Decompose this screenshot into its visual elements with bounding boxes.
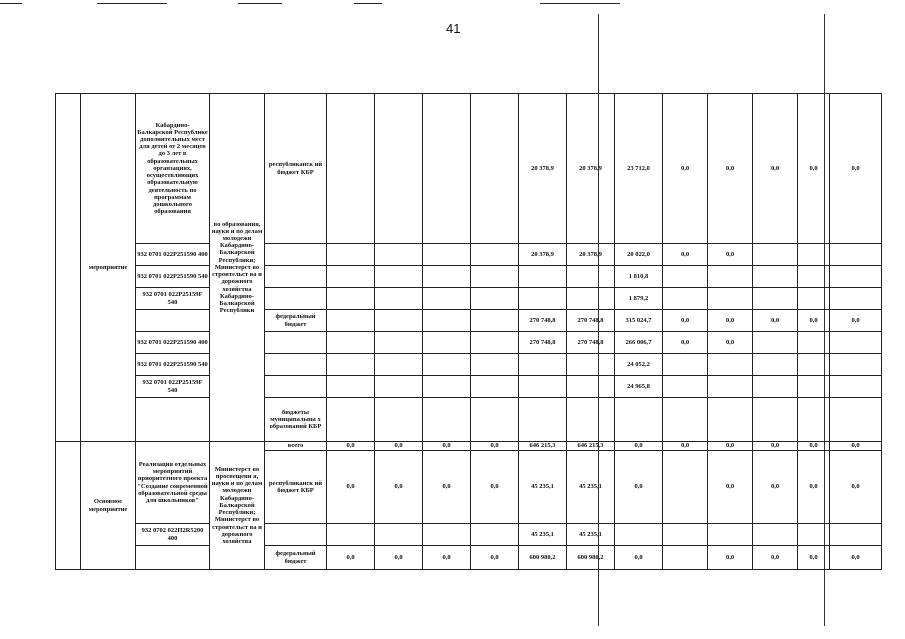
value-cell: 0,0 [375, 451, 423, 524]
value-cell [375, 244, 423, 266]
value-cell: 0,0 [663, 244, 708, 266]
value-cell: 0,0 [830, 546, 882, 570]
value-cell [375, 266, 423, 288]
value-cell: 20 378,9 [519, 244, 567, 266]
table-row [56, 266, 882, 288]
value-cell [567, 266, 615, 288]
value-cell [423, 398, 471, 442]
value-cell [471, 244, 519, 266]
value-cell [798, 524, 830, 546]
value-cell [798, 332, 830, 354]
value-cell: 0,0 [471, 451, 519, 524]
source-cell: республиканск ий бюджет КБР [265, 451, 327, 524]
value-cell [798, 244, 830, 266]
value-cell: 0,0 [798, 451, 830, 524]
value-cell [327, 332, 375, 354]
value-cell [615, 524, 663, 546]
table-row [56, 398, 882, 442]
value-cell [423, 94, 471, 244]
value-cell [753, 398, 798, 442]
blank-cell [56, 94, 81, 442]
value-cell: 0,0 [471, 442, 519, 451]
table-row [56, 546, 882, 570]
budget-code-cell: 932 0701 022P251590 400 [136, 332, 210, 354]
value-cell: 0,0 [798, 94, 830, 244]
executor-cell: Министерст во просвещени я, науки и по делам молодежи Кабардино- Балкарской Республики; Министерст во строительст ва и дорожного хозяйства [210, 442, 265, 570]
value-cell: 0,0 [830, 451, 882, 524]
value-cell: 0,0 [663, 332, 708, 354]
value-cell [375, 288, 423, 310]
value-cell [375, 354, 423, 376]
value-cell [830, 332, 882, 354]
value-cell: 0,0 [708, 310, 753, 332]
value-cell [615, 398, 663, 442]
value-cell: 600 980,2 [567, 546, 615, 570]
source-cell [265, 244, 327, 266]
value-cell [830, 376, 882, 398]
source-cell: республиканск ий бюджет КБР [265, 94, 327, 244]
value-cell [327, 94, 375, 244]
value-cell [375, 332, 423, 354]
table-row [56, 288, 882, 310]
budget-code-cell: 932 0701 022P251590 540 [136, 266, 210, 288]
source-cell [265, 376, 327, 398]
source-cell [265, 266, 327, 288]
value-cell [327, 524, 375, 546]
value-cell [375, 94, 423, 244]
value-cell: 0,0 [615, 442, 663, 451]
value-cell [708, 398, 753, 442]
scan-mark-line [0, 3, 22, 4]
value-cell [708, 354, 753, 376]
value-cell [471, 354, 519, 376]
value-cell [519, 266, 567, 288]
value-cell [753, 524, 798, 546]
value-cell: 20 022,0 [615, 244, 663, 266]
value-cell: 45 235,1 [567, 524, 615, 546]
value-cell: 0,0 [753, 94, 798, 244]
page-number: 41 [446, 21, 461, 36]
value-cell: 0,0 [798, 546, 830, 570]
value-cell [327, 310, 375, 332]
value-cell: 45 235,1 [519, 451, 567, 524]
value-cell [830, 266, 882, 288]
value-cell [327, 376, 375, 398]
value-cell: 266 006,7 [615, 332, 663, 354]
value-cell [663, 266, 708, 288]
value-cell: 0,0 [798, 442, 830, 451]
value-cell [423, 332, 471, 354]
value-cell: 0,0 [708, 546, 753, 570]
value-cell: 23 712,0 [615, 94, 663, 244]
value-cell: 270 748,8 [567, 332, 615, 354]
value-cell: 0,0 [708, 244, 753, 266]
value-cell [423, 354, 471, 376]
value-cell [423, 288, 471, 310]
value-cell: 20 378,9 [519, 94, 567, 244]
value-cell [708, 266, 753, 288]
value-cell: 24 965,8 [615, 376, 663, 398]
value-cell [423, 524, 471, 546]
table-row [56, 376, 882, 398]
table-row [56, 524, 882, 546]
value-cell [471, 332, 519, 354]
value-cell [375, 310, 423, 332]
value-cell: 0,0 [471, 546, 519, 570]
value-cell: 0,0 [708, 332, 753, 354]
value-cell: 0,0 [423, 546, 471, 570]
value-cell [327, 266, 375, 288]
value-cell [753, 244, 798, 266]
table-row [56, 244, 882, 266]
event-name-cell: Реализация отдельных мероприятий приоритетного проекта "Создание современной образовательной среды для школьников" [136, 442, 210, 524]
value-cell: 646 215,3 [519, 442, 567, 451]
value-cell: 0,0 [753, 442, 798, 451]
value-cell: 0,0 [830, 94, 882, 244]
value-cell: 0,0 [615, 451, 663, 524]
value-cell: 0,0 [663, 442, 708, 451]
scan-mark-line [238, 3, 282, 4]
value-cell: 270 748,8 [567, 310, 615, 332]
scan-mark-line [540, 3, 620, 4]
value-cell: 0,0 [830, 442, 882, 451]
value-cell [423, 376, 471, 398]
value-cell: 0,0 [753, 546, 798, 570]
value-cell [423, 310, 471, 332]
value-cell: 20 378,9 [567, 94, 615, 244]
value-cell: 0,0 [423, 442, 471, 451]
value-cell [663, 354, 708, 376]
value-cell: 0,0 [375, 442, 423, 451]
value-cell [519, 398, 567, 442]
value-cell [798, 376, 830, 398]
source-cell [265, 288, 327, 310]
budget-code-cell: 932 0702 022П2R5200 400 [136, 524, 210, 546]
value-cell [423, 244, 471, 266]
table-row [56, 354, 882, 376]
value-cell [567, 354, 615, 376]
value-cell [471, 266, 519, 288]
executor-cell: во образования, науки и по делам молодежи Кабардино- Балкарской Республики; Министерст во строительст ва и дорожного хозяйства Кабардино- Балкарской Республики [210, 94, 265, 442]
value-cell: 0,0 [423, 451, 471, 524]
value-cell: 0,0 [327, 451, 375, 524]
value-cell [327, 244, 375, 266]
value-cell [830, 288, 882, 310]
budget-code-cell [136, 398, 210, 442]
value-cell [708, 288, 753, 310]
value-cell: 45 235,1 [519, 524, 567, 546]
value-cell [375, 376, 423, 398]
value-cell [708, 376, 753, 398]
value-cell: 270 748,8 [519, 310, 567, 332]
source-cell: федеральный бюджет [265, 546, 327, 570]
value-cell [663, 524, 708, 546]
value-cell: 0,0 [753, 310, 798, 332]
event-type-cell: мероприятие [81, 94, 136, 442]
value-cell: 0,0 [798, 310, 830, 332]
value-cell: 20 378,9 [567, 244, 615, 266]
value-cell [327, 354, 375, 376]
value-cell [830, 354, 882, 376]
value-cell [663, 288, 708, 310]
value-cell [753, 288, 798, 310]
value-cell [471, 398, 519, 442]
value-cell [471, 310, 519, 332]
value-cell [798, 354, 830, 376]
value-cell [471, 524, 519, 546]
value-cell [798, 398, 830, 442]
budget-code-cell: 932 0701 022P25159F 540 [136, 288, 210, 310]
source-cell [265, 332, 327, 354]
blank-cell [56, 442, 81, 570]
source-cell [265, 354, 327, 376]
source-cell: бюджеты муниципальны х образований КБР [265, 398, 327, 442]
value-cell: 0,0 [753, 451, 798, 524]
source-cell: всего [265, 442, 327, 451]
value-cell [375, 398, 423, 442]
source-cell: федеральный бюджет [265, 310, 327, 332]
source-cell [265, 524, 327, 546]
value-cell: 1 810,8 [615, 266, 663, 288]
value-cell [830, 244, 882, 266]
value-cell [753, 332, 798, 354]
value-cell [327, 398, 375, 442]
scan-mark-line [97, 3, 167, 4]
value-cell: 0,0 [708, 94, 753, 244]
value-cell [327, 288, 375, 310]
value-cell: 270 748,8 [519, 332, 567, 354]
value-cell [753, 266, 798, 288]
value-cell: 0,0 [615, 546, 663, 570]
value-cell [471, 288, 519, 310]
value-cell: 646 215,3 [567, 442, 615, 451]
value-cell: 0,0 [708, 442, 753, 451]
value-cell: 0,0 [708, 451, 753, 524]
value-cell [708, 524, 753, 546]
value-cell [753, 376, 798, 398]
table-row [56, 94, 882, 244]
value-cell [519, 376, 567, 398]
budget-code-cell: 932 0701 022P251590 400 [136, 244, 210, 266]
value-cell [471, 94, 519, 244]
budget-code-cell [136, 310, 210, 332]
table-row [56, 442, 882, 451]
value-cell [519, 288, 567, 310]
value-cell [830, 524, 882, 546]
value-cell [423, 266, 471, 288]
value-cell: 315 024,7 [615, 310, 663, 332]
value-cell: 24 052,2 [615, 354, 663, 376]
table-row [56, 310, 882, 332]
value-cell: 0,0 [663, 310, 708, 332]
value-cell [375, 524, 423, 546]
value-cell: 0,0 [663, 94, 708, 244]
value-cell: 600 980,2 [519, 546, 567, 570]
value-cell [663, 546, 708, 570]
event-type-cell: Основное мероприятие [81, 442, 136, 570]
value-cell [471, 376, 519, 398]
event-name-cell: Кабардино- Балкарской Республике дополнительных мест для детей от 2 месяцев до 3 лет в образовательных органзациях, осуществляющих образовательную деятельность по программам дошкольного образования [136, 94, 210, 244]
value-cell: 45 235,1 [567, 451, 615, 524]
value-cell: 0,0 [375, 546, 423, 570]
value-cell [753, 354, 798, 376]
value-cell: 0,0 [327, 546, 375, 570]
value-cell [663, 451, 708, 524]
program-table [55, 93, 882, 570]
budget-code-cell: 932 0701 022P251590 540 [136, 354, 210, 376]
value-cell [830, 398, 882, 442]
budget-code-cell [136, 546, 210, 570]
value-cell [519, 354, 567, 376]
value-cell [567, 288, 615, 310]
value-cell [798, 266, 830, 288]
value-cell [567, 398, 615, 442]
budget-code-cell: 932 0701 022P25159F 540 [136, 376, 210, 398]
value-cell [663, 376, 708, 398]
value-cell: 1 879,2 [615, 288, 663, 310]
value-cell: 0,0 [327, 442, 375, 451]
value-cell: 0,0 [830, 310, 882, 332]
value-cell [663, 398, 708, 442]
value-cell [798, 288, 830, 310]
scan-mark-line [354, 3, 382, 4]
value-cell [567, 376, 615, 398]
table-row [56, 332, 882, 354]
